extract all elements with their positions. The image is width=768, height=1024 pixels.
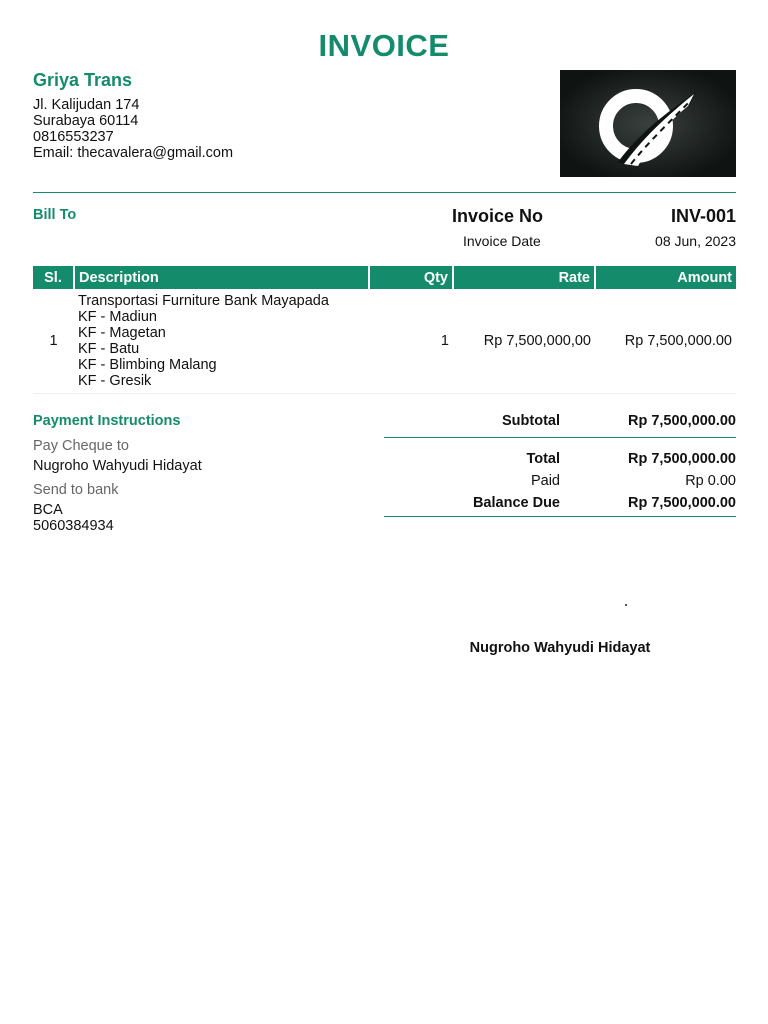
description-line: KF - Magetan [78,325,166,341]
document-title: INVOICE [318,28,450,63]
header-amount: Amount [595,266,736,289]
pay-cheque-to: Nugroho Wahyudi Hidayat [33,458,202,474]
company-name: Griya Trans [33,70,133,90]
row-sl: 1 [33,289,74,394]
pay-cheque-label: Pay Cheque to [33,438,129,454]
table-header-row [33,266,736,289]
description-line: KF - Gresik [78,373,152,389]
subtotal-value: Rp 7,500,000.00 [627,413,736,429]
row-qty: 1 [369,289,453,394]
payment-instructions-header: Payment Instructions [33,413,181,429]
balance-due-value: Rp 7,500,000.00 [627,495,736,511]
header-qty: Qty [369,266,453,289]
header-description: Description [74,266,369,289]
road-swoosh-logo-icon [560,70,736,177]
signer-name: Nugroho Wahyudi Hidayat [469,640,651,656]
invoice-number: INV-001 [670,206,736,226]
totals-divider-top [384,437,736,438]
total-label: Total [526,451,560,467]
company-logo [560,70,736,177]
address-line-1: Jl. Kalijudan 174 [33,97,140,113]
invoice-date: 08 Jun, 2023 [655,233,736,249]
paid-label: Paid [530,473,560,489]
header-divider [33,192,736,193]
invoice-date-label: Invoice Date [463,233,541,249]
row-description [74,289,369,394]
table-row [33,289,736,394]
description-line: KF - Madiun [78,309,157,325]
company-email: Email: thecavalera@gmail.com [33,145,234,161]
paid-value: Rp 0.00 [685,473,736,489]
bank-details [33,502,114,534]
signature-mark [625,604,627,606]
row-amount: Rp 7,500,000.00 [595,289,736,394]
bank-name: BCA [33,502,63,518]
totals-divider-bottom [384,516,736,517]
address-line-2: Surabaya 60114 [33,113,139,129]
balance-due-label: Balance Due [472,495,560,511]
items-table [33,266,736,394]
company-address [33,97,233,161]
invoice-number-label: Invoice No [452,206,544,226]
bank-account: 5060384934 [33,518,114,534]
total-value: Rp 7,500,000.00 [627,451,736,467]
description-line: Transportasi Furniture Bank Mayapada [78,293,329,309]
header-sl: Sl. [33,266,74,289]
description-line: KF - Blimbing Malang [78,357,217,373]
subtotal-label: Subtotal [502,413,560,429]
bill-to-label: Bill To [33,207,77,223]
header-rate: Rate [453,266,595,289]
description-line: KF - Batu [78,341,140,357]
send-to-bank-label: Send to bank [33,482,119,498]
row-rate: Rp 7,500,000,00 [453,289,595,394]
company-phone: 0816553237 [33,129,114,145]
